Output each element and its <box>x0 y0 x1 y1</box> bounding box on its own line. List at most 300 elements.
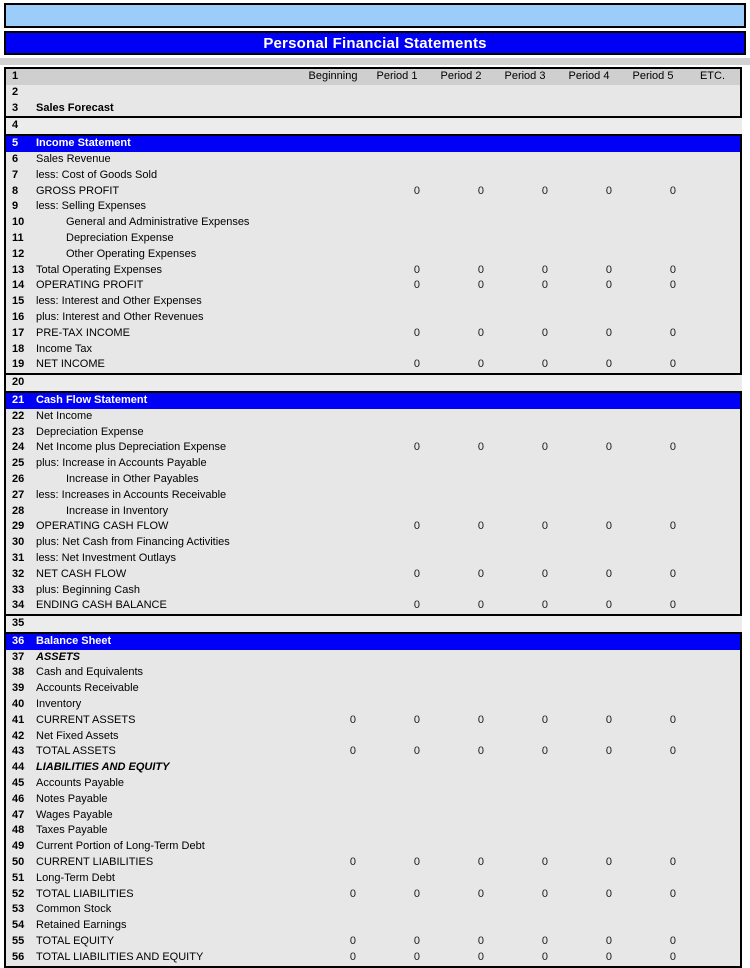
statement-box <box>4 391 742 616</box>
cell-empty <box>621 823 685 839</box>
cell-empty <box>429 231 493 247</box>
cell-empty <box>429 101 493 117</box>
row-label <box>32 375 303 391</box>
row-number: 25 <box>12 457 25 470</box>
row-number: 15 <box>12 295 25 308</box>
cell-empty <box>685 665 740 681</box>
cell-empty <box>685 519 740 535</box>
cell-empty <box>685 85 740 101</box>
cell-empty <box>365 199 429 215</box>
cell-empty <box>685 278 740 294</box>
cell-empty <box>557 409 621 425</box>
cell-empty <box>685 855 740 871</box>
cell-empty <box>431 375 495 391</box>
cell-empty <box>621 551 685 567</box>
cell-empty <box>301 342 365 358</box>
row-number: 9 <box>12 200 19 213</box>
cell-empty <box>557 650 621 666</box>
cell-value: 0 <box>349 887 356 900</box>
row-label: Depreciation Expense <box>66 231 174 244</box>
row-label: Notes Payable <box>36 792 108 805</box>
cell-value: 0 <box>669 745 676 758</box>
cell-empty <box>303 616 367 632</box>
table-row <box>6 744 740 760</box>
table-row <box>6 152 740 168</box>
cell-empty <box>557 871 621 887</box>
row-label: ASSETS <box>36 650 81 663</box>
cell-value: 0 <box>605 745 612 758</box>
cell-empty <box>429 472 493 488</box>
row-number: 10 <box>12 216 25 229</box>
table-row <box>6 342 740 358</box>
cell-empty <box>623 118 687 134</box>
table-row <box>6 357 740 373</box>
cell-empty <box>685 567 740 583</box>
cell-value: 0 <box>477 713 484 726</box>
cell-empty <box>429 504 493 520</box>
section-title: Cash Flow Statement <box>36 393 148 406</box>
cell-empty <box>557 535 621 551</box>
cell-empty <box>685 598 740 614</box>
cell-value: 0 <box>605 856 612 869</box>
cell-empty <box>685 440 740 456</box>
cell-value: 0 <box>413 263 420 276</box>
cell-empty <box>685 918 740 934</box>
cell-empty <box>303 118 367 134</box>
cell-empty <box>685 839 740 855</box>
row-number: 16 <box>12 310 25 323</box>
cell-empty <box>493 823 557 839</box>
cell-empty <box>365 823 429 839</box>
row-label: OPERATING CASH FLOW <box>36 520 169 533</box>
row-number: 28 <box>12 504 25 517</box>
cell-empty <box>493 583 557 599</box>
row-number: 27 <box>12 488 25 501</box>
cell-empty <box>429 199 493 215</box>
cell-value: 0 <box>477 279 484 292</box>
row-number: 31 <box>12 551 25 564</box>
table-row <box>6 760 740 776</box>
table-row <box>6 263 740 279</box>
cell-value: 0 <box>541 567 548 580</box>
cell-value: 0 <box>669 567 676 580</box>
cell-empty <box>301 294 365 310</box>
cell-empty <box>493 472 557 488</box>
cell-value: 0 <box>605 441 612 454</box>
cell-empty <box>365 871 429 887</box>
row-label: Net Income plus Depreciation Expense <box>36 441 227 454</box>
cell-value: 0 <box>477 520 484 533</box>
cell-empty <box>301 681 365 697</box>
cell-value: 0 <box>477 599 484 612</box>
cell-empty <box>621 425 685 441</box>
cell-empty <box>301 357 365 373</box>
table-row <box>6 839 740 855</box>
row-number: 44 <box>12 761 25 774</box>
cell-empty <box>429 776 493 792</box>
cell-empty <box>495 616 559 632</box>
cell-value: 0 <box>541 713 548 726</box>
cell-empty <box>621 215 685 231</box>
spacer-row <box>6 118 742 134</box>
row-number: 6 <box>12 152 19 165</box>
cell-empty <box>557 583 621 599</box>
cell-empty <box>621 535 685 551</box>
table-row <box>6 231 740 247</box>
cell-empty <box>557 697 621 713</box>
cell-empty <box>557 247 621 263</box>
cell-empty <box>557 294 621 310</box>
table-row <box>6 440 740 456</box>
cell-empty <box>365 776 429 792</box>
cell-value: 0 <box>605 935 612 948</box>
cell-empty <box>685 357 740 373</box>
cell-empty <box>429 425 493 441</box>
row-label: TOTAL LIABILITIES AND EQUITY <box>36 950 204 963</box>
table-row <box>6 425 740 441</box>
row-number: 32 <box>12 567 25 580</box>
cell-empty <box>685 697 740 713</box>
row-label: Common Stock <box>36 903 112 916</box>
cell-value: 0 <box>541 887 548 900</box>
table-row <box>6 85 740 101</box>
cell-empty <box>685 950 740 966</box>
row-number: 43 <box>12 745 25 758</box>
cell-empty <box>621 760 685 776</box>
row-label: Net Income <box>36 409 93 422</box>
row-label: GROSS PROFIT <box>36 184 120 197</box>
table-row <box>6 887 740 903</box>
table-row <box>6 583 740 599</box>
cell-value: 0 <box>669 326 676 339</box>
cell-value: 0 <box>413 520 420 533</box>
row-label: Depreciation Expense <box>36 425 144 438</box>
cell-empty <box>621 456 685 472</box>
row-label: Taxes Payable <box>36 824 108 837</box>
row-number: 36 <box>12 634 25 647</box>
cell-value: 0 <box>541 935 548 948</box>
cell-empty <box>493 409 557 425</box>
cell-empty <box>621 310 685 326</box>
cell-value: 0 <box>413 887 420 900</box>
cell-empty <box>621 393 685 409</box>
cell-empty <box>301 823 365 839</box>
cell-value: 0 <box>477 441 484 454</box>
table-row <box>6 310 740 326</box>
row-number: 11 <box>12 231 24 244</box>
cell-empty <box>301 184 365 200</box>
cell-empty <box>685 136 740 152</box>
cell-empty <box>557 215 621 231</box>
cell-empty <box>429 823 493 839</box>
table-row <box>6 729 740 745</box>
cell-value: 0 <box>349 935 356 948</box>
cell-empty <box>621 665 685 681</box>
cell-empty <box>557 634 621 650</box>
cell-value: 0 <box>605 567 612 580</box>
cell-empty <box>493 681 557 697</box>
cell-empty <box>685 583 740 599</box>
table-row <box>6 504 740 520</box>
cell-empty <box>493 760 557 776</box>
cell-empty <box>621 871 685 887</box>
row-label: Cash and Equivalents <box>36 666 144 679</box>
cell-empty <box>301 504 365 520</box>
cell-empty <box>685 215 740 231</box>
cell-empty <box>493 231 557 247</box>
cell-empty <box>557 776 621 792</box>
cell-empty <box>557 488 621 504</box>
table-row <box>6 697 740 713</box>
cell-empty <box>621 902 685 918</box>
cell-empty <box>557 729 621 745</box>
cell-empty <box>557 101 621 117</box>
cell-empty <box>365 504 429 520</box>
cell-empty <box>301 535 365 551</box>
cell-empty <box>685 199 740 215</box>
cell-empty <box>429 342 493 358</box>
cell-empty <box>301 918 365 934</box>
row-number: 33 <box>12 583 25 596</box>
cell-empty <box>557 342 621 358</box>
row-label <box>32 69 301 85</box>
cell-value: 0 <box>605 713 612 726</box>
cell-empty <box>685 535 740 551</box>
cell-empty <box>621 152 685 168</box>
cell-value: 0 <box>541 599 548 612</box>
row-label: Current Portion of Long-Term Debt <box>36 840 205 853</box>
cell-value: 0 <box>669 184 676 197</box>
cell-value: 0 <box>349 745 356 758</box>
cell-empty <box>687 375 742 391</box>
cell-empty <box>301 665 365 681</box>
cell-empty <box>365 393 429 409</box>
table-row <box>6 409 740 425</box>
cell-empty <box>685 488 740 504</box>
cell-empty <box>621 342 685 358</box>
cell-empty <box>301 650 365 666</box>
row-number: 26 <box>12 472 25 485</box>
cell-empty <box>365 729 429 745</box>
cell-value: 0 <box>413 441 420 454</box>
cell-empty <box>621 488 685 504</box>
cell-value: 0 <box>413 567 420 580</box>
page-title: Personal Financial Statements <box>263 34 487 52</box>
cell-empty <box>365 681 429 697</box>
row-number: 47 <box>12 808 25 821</box>
row-number: 50 <box>12 856 25 869</box>
cell-empty <box>493 101 557 117</box>
cell-empty <box>493 792 557 808</box>
cell-empty <box>365 168 429 184</box>
row-number: 38 <box>12 666 25 679</box>
cell-empty <box>365 456 429 472</box>
cell-empty <box>301 199 365 215</box>
cell-empty <box>365 583 429 599</box>
cell-empty <box>365 808 429 824</box>
row-number: 45 <box>12 777 25 790</box>
cell-empty <box>685 342 740 358</box>
table-row <box>6 808 740 824</box>
column-header: Period 5 <box>632 70 674 82</box>
row-number: 22 <box>12 409 25 422</box>
cell-value: 0 <box>349 713 356 726</box>
cell-empty <box>429 681 493 697</box>
cell-value: 0 <box>541 279 548 292</box>
spacer-row-block <box>4 118 742 134</box>
cell-value: 0 <box>669 935 676 948</box>
row-number: 37 <box>12 650 25 663</box>
cell-empty <box>621 697 685 713</box>
cell-empty <box>493 425 557 441</box>
table-row <box>6 215 740 231</box>
cell-value: 0 <box>605 279 612 292</box>
table-row <box>6 551 740 567</box>
row-number: 1 <box>12 70 19 82</box>
cell-value: 0 <box>669 713 676 726</box>
cell-empty <box>429 294 493 310</box>
cell-value: 0 <box>477 263 484 276</box>
spacer-row <box>6 375 742 391</box>
row-label: Long-Term Debt <box>36 871 115 884</box>
cell-empty <box>301 634 365 650</box>
cell-empty <box>301 231 365 247</box>
cell-empty <box>557 808 621 824</box>
row-label: NET CASH FLOW <box>36 567 127 580</box>
cell-empty <box>365 215 429 231</box>
cell-empty <box>557 551 621 567</box>
cell-empty <box>429 902 493 918</box>
cell-empty <box>301 456 365 472</box>
cell-empty <box>301 136 365 152</box>
row-number: 21 <box>12 393 25 406</box>
cell-value: 0 <box>605 599 612 612</box>
cell-empty <box>557 472 621 488</box>
table-row <box>6 472 740 488</box>
cell-empty <box>429 760 493 776</box>
cell-empty <box>557 425 621 441</box>
column-header: Period 3 <box>504 70 546 82</box>
row-label: CURRENT LIABILITIES <box>36 856 154 869</box>
cell-empty <box>557 85 621 101</box>
cell-empty <box>493 776 557 792</box>
row-number: 18 <box>12 342 25 355</box>
cell-empty <box>429 168 493 184</box>
cell-empty <box>301 808 365 824</box>
cell-empty <box>621 504 685 520</box>
table-row <box>6 456 740 472</box>
cell-empty <box>429 918 493 934</box>
cell-empty <box>303 375 367 391</box>
cell-empty <box>685 263 740 279</box>
cell-empty <box>493 168 557 184</box>
statement-box <box>4 632 742 968</box>
cell-empty <box>365 409 429 425</box>
cell-empty <box>621 472 685 488</box>
cell-value: 0 <box>669 887 676 900</box>
column-header: ETC. <box>699 70 726 82</box>
cell-empty <box>621 792 685 808</box>
cell-empty <box>495 118 559 134</box>
cell-empty <box>687 616 742 632</box>
cell-empty <box>429 85 493 101</box>
cell-empty <box>367 616 431 632</box>
cell-empty <box>685 551 740 567</box>
cell-empty <box>301 247 365 263</box>
cell-empty <box>557 152 621 168</box>
table-row <box>6 101 740 117</box>
cell-empty <box>493 215 557 231</box>
cell-empty <box>557 665 621 681</box>
cell-value: 0 <box>541 856 548 869</box>
cell-empty <box>429 697 493 713</box>
cell-value: 0 <box>413 950 420 963</box>
cell-empty <box>429 215 493 231</box>
row-label: less: Interest and Other Expenses <box>36 295 202 308</box>
table-row <box>6 199 740 215</box>
row-label: Retained Earnings <box>36 919 127 932</box>
cell-empty <box>365 839 429 855</box>
column-header: Beginning <box>308 70 358 82</box>
row-label: plus: Beginning Cash <box>36 583 140 596</box>
section-title: Income Statement <box>36 137 131 150</box>
table-row <box>6 934 740 950</box>
row-label <box>32 616 303 632</box>
cell-empty <box>429 456 493 472</box>
table-row <box>6 519 740 535</box>
spacer-row-block <box>4 375 742 391</box>
row-number: 56 <box>12 950 25 963</box>
row-label <box>32 85 301 101</box>
cell-empty <box>685 168 740 184</box>
cell-empty <box>493 488 557 504</box>
cell-empty <box>365 634 429 650</box>
table-row <box>6 665 740 681</box>
cell-empty <box>365 760 429 776</box>
cell-empty <box>429 409 493 425</box>
table-row <box>6 855 740 871</box>
cell-empty <box>493 199 557 215</box>
cell-value: 0 <box>477 856 484 869</box>
cell-empty <box>621 409 685 425</box>
cell-value: 0 <box>669 263 676 276</box>
cell-empty <box>301 697 365 713</box>
cell-empty <box>365 152 429 168</box>
table-row <box>6 535 740 551</box>
cell-empty <box>493 310 557 326</box>
cell-empty <box>365 294 429 310</box>
row-label: NET INCOME <box>36 358 105 371</box>
cell-value: 0 <box>669 358 676 371</box>
row-number: 19 <box>12 358 25 371</box>
cell-empty <box>301 729 365 745</box>
cell-value: 0 <box>605 358 612 371</box>
table-row <box>6 247 740 263</box>
cell-empty <box>301 310 365 326</box>
table-row <box>6 326 740 342</box>
table-row <box>6 650 740 666</box>
cell-empty <box>365 310 429 326</box>
cell-empty <box>365 535 429 551</box>
cell-empty <box>429 488 493 504</box>
cell-empty <box>301 85 365 101</box>
row-label: Income Tax <box>36 342 93 355</box>
row-label: ENDING CASH BALANCE <box>36 599 167 612</box>
cell-empty <box>365 472 429 488</box>
row-label: TOTAL LIABILITIES <box>36 887 134 900</box>
cell-empty <box>429 136 493 152</box>
cell-value: 0 <box>477 887 484 900</box>
